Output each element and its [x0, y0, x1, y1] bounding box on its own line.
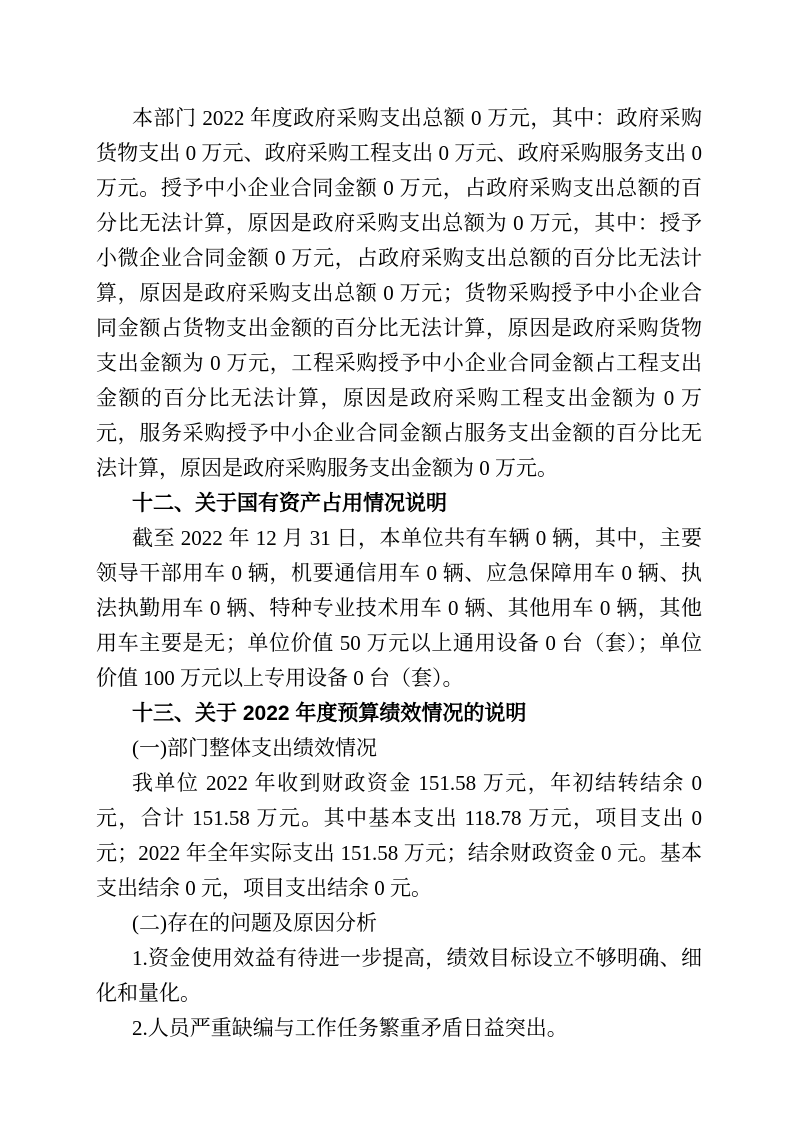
paragraph-performance-figures: 我单位 2022 年收到财政资金 151.58 万元，年初结转结余 0 元，合计 151.58 万元。其中基本支出 118.78 万元，项目支出 0 元；2022 年全年实际支出 151.58 万元；结余财政资金 0 元。基本支出结余 0 元，项目支出结余 0 元。 [96, 771, 702, 900]
subheading-overall-expenditure-performance: (一)部门整体支出绩效情况 [132, 736, 377, 760]
document-content [96, 101, 702, 1046]
paragraph-procurement-summary: 本部门 2022 年度政府采购支出总额 0 万元，其中：政府采购货物支出 0 万元、政府采购工程支出 0 万元、政府采购服务支出 0 万元。授予中小企业合同金额 0 万元，占政府采购支出总额的百分比无法计算，原因是政府采购支出总额为 0 万元，其中：授予小微企业合同金额 0 万元，占政府采购支出总额的百分比无法计算，原因是政府采购支出总额 0 万元；货物采购授予中小企业合同金额占货物支出金额的百分比无法计算，原因是政府采购货物支出金额为 0 万元，工程采购授予中小企业合同金额占工程支出金额的百分比无法计算，原因是政府采购工程支出金额为 0 万元，服务采购授予中小企业合同金额占服务支出金额的百分比无法计算，原因是政府采购服务支出金额为 0 万元。 [96, 106, 702, 480]
section-heading-budget-performance: 十三、关于 2022 年度预算绩效情况的说明 [132, 702, 527, 725]
section-heading-state-assets: 十二、关于国有资产占用情况说明 [132, 492, 447, 515]
paragraph-state-assets: 截至 2022 年 12 月 31 日，本单位共有车辆 0 辆，其中，主要领导干部用车 0 辆，机要通信用车 0 辆、应急保障用车 0 辆、执法执勤用车 0 辆、特种专业技术用车 0 辆、其他用车 0 辆，其他用车主要是无；单位价值 50 万元以上通用设备 0 台（套）；单位价值 100 万元以上专用设备 0 台（套）。 [96, 526, 702, 690]
problem-item-2: 2.人员严重缺编与工作任务繁重矛盾日益突出。 [132, 1016, 568, 1040]
problem-item-1: 1.资金使用效益有待进一步提高，绩效目标设立不够明确、细化和量化。 [96, 946, 702, 1005]
subheading-problems-and-analysis: (二)存在的问题及原因分析 [132, 911, 377, 935]
